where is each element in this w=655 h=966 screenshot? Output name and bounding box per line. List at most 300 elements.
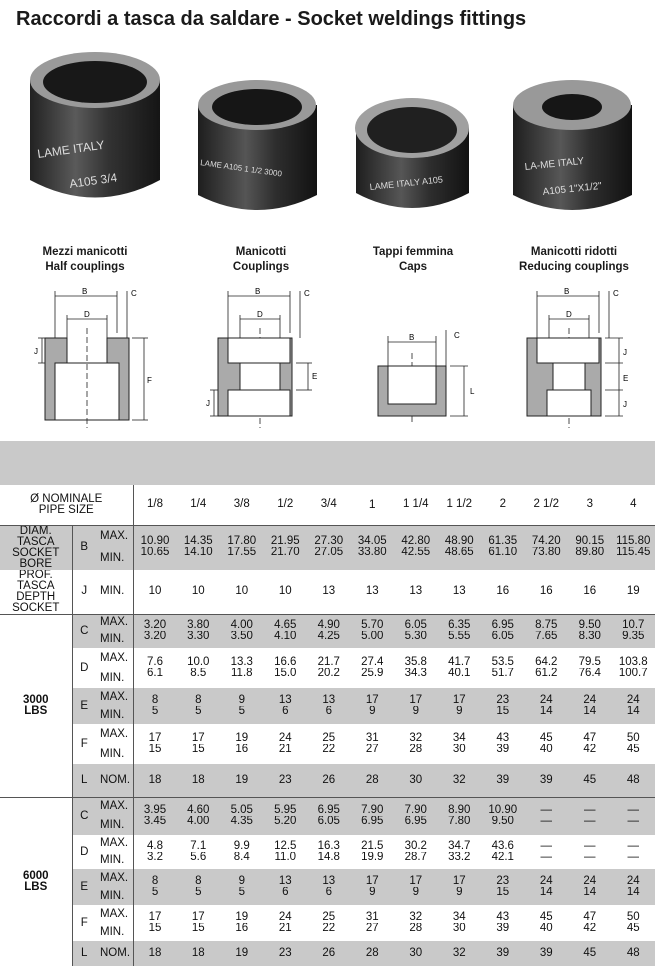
lbs3000-e-min-8: 15 <box>481 706 525 724</box>
lbs3000-f-min-9: 40 <box>539 744 553 755</box>
lbs3000-e-letter: E <box>72 688 98 724</box>
lbs6000-f-min-9: 40 <box>539 923 553 934</box>
lbs3000-d-min-4: 20.2 <box>317 668 340 679</box>
lbs6000-e-min-6: 9 <box>394 887 438 905</box>
lbs6000-c-min-11: — <box>612 816 655 835</box>
lbs3000-e-min-9: 14 <box>525 706 569 724</box>
lbs6000-l-11: 48 <box>612 941 655 966</box>
lbs3000-d-max-0: 7.6 <box>147 656 164 668</box>
j-tag: MIN. <box>98 570 133 615</box>
lbs3000-d-min-6: 34.3 <box>404 668 427 679</box>
lbs3000-c-max-10: 9.50 <box>568 614 612 631</box>
lbs3000-f-max-5: 31 <box>365 732 379 744</box>
lbs3000-f-min-10: 42 <box>583 744 597 755</box>
lbs3000-f-min-8: 39 <box>496 744 510 755</box>
lbs3000-d-min-5: 25.9 <box>361 668 384 679</box>
j-11: 19 <box>626 585 640 597</box>
lbs6000-f-min-1: 15 <box>191 923 205 934</box>
lbs3000-c-max-4: 4.90 <box>307 614 351 631</box>
dim-d: D <box>257 310 263 319</box>
max-label: MAX. <box>98 797 133 816</box>
lbs6000-c-max-6: 7.90 <box>394 797 438 816</box>
lbs6000-f-min-5: 27 <box>365 923 379 934</box>
lbs6000-d-max-5: 21.5 <box>361 840 384 852</box>
lbs3000-d-min-1: 8.5 <box>190 668 207 679</box>
b-min-6: 42.55 <box>394 547 438 569</box>
j-7: 13 <box>452 585 466 597</box>
j-9: 16 <box>539 585 553 597</box>
lbs6000-e-min-5: 9 <box>351 887 395 905</box>
coupling-drawing <box>190 283 330 433</box>
lbs3000-f-max-9: 45 <box>539 732 553 744</box>
dim-l: L <box>470 387 475 396</box>
lbs3000-e-max-9: 24 <box>525 688 569 706</box>
lbs6000-c-max-row <box>0 797 655 816</box>
lbs6000-d-min-0: 3.2 <box>147 852 164 863</box>
lbs3000-d-min-10: 76.4 <box>578 668 601 679</box>
lbs3000-d-max-5: 27.4 <box>361 656 384 668</box>
half-coupling-drawing <box>20 283 160 433</box>
lbs6000-c-min-7: 7.80 <box>438 816 482 835</box>
min-label: MIN. <box>98 668 133 688</box>
lbs6000-c-min-3: 5.20 <box>264 816 308 835</box>
max-label: MAX. <box>98 835 133 852</box>
b-letter: B <box>72 525 98 570</box>
lbs3000-d-max-9: 64.2 <box>535 656 558 668</box>
lbs3000-f-max-6: 32 <box>409 732 423 744</box>
lbs6000-f-max-1: 17 <box>191 911 205 923</box>
lbs6000-e-max-10: 24 <box>568 869 612 887</box>
lbs6000-l-7: 32 <box>438 941 482 966</box>
lbs6000-f-max-7: 34 <box>452 911 466 923</box>
lbs6000-d-min-5: 19.9 <box>361 852 384 863</box>
lbs6000-l-1: 18 <box>177 941 221 966</box>
min-label: MIN. <box>98 887 133 905</box>
lbs6000-e-max-3: 13 <box>264 869 308 887</box>
lbs3000-e-max-8: 23 <box>481 688 525 706</box>
lbs3000-l-9: 39 <box>525 764 569 797</box>
lbs6000-d-max-row <box>0 835 655 852</box>
lbs3000-l-3: 23 <box>264 764 308 797</box>
lbs6000-d-min-6: 28.7 <box>404 852 427 863</box>
dimensions-table <box>0 485 655 966</box>
max-label: MAX. <box>98 688 133 706</box>
lbs6000-e-min-9: 14 <box>525 887 569 905</box>
lbs3000-c-min-10: 8.30 <box>568 631 612 648</box>
lbs3000-f-max-3: 24 <box>278 732 292 744</box>
pipe-size-11: 4 <box>612 485 655 525</box>
lbs3000-e-min-0: 5 <box>133 706 177 724</box>
lbs6000-l-8: 39 <box>481 941 525 966</box>
lbs6000-d-min-11: — <box>627 852 640 863</box>
lbs3000-e-min-2: 5 <box>220 706 264 724</box>
lbs3000-f-min-6: 28 <box>409 744 423 755</box>
lbs3000-c-max-7: 6.35 <box>438 614 482 631</box>
lbs6000-f-max-2: 19 <box>235 911 249 923</box>
lbs6000-f-max-8: 43 <box>496 911 510 923</box>
lbs3000-f-max-8: 43 <box>496 732 510 744</box>
b-max-3: 21.95 <box>264 525 308 547</box>
lbs6000-c-min-2: 4.35 <box>220 816 264 835</box>
lbs6000-e-min-row <box>0 887 655 905</box>
lbs3000-d-min-9: 61.2 <box>535 668 558 679</box>
lbs6000-d-min-row <box>0 852 655 869</box>
b-max-11: 115.80 <box>612 525 655 547</box>
lbs6000-f-max-row <box>0 905 655 923</box>
b-max-8: 61.35 <box>481 525 525 547</box>
lbs3000-d-min-7: 40.1 <box>448 668 471 679</box>
lbs3000-c-max-5: 5.70 <box>351 614 395 631</box>
lbs6000-f-min-3: 21 <box>278 923 292 934</box>
dim-b: B <box>409 333 415 342</box>
b-min-7: 48.65 <box>438 547 482 569</box>
caption-reducing-couplings: Manicotti ridotti Reducing couplings <box>519 246 629 273</box>
lbs6000-e-max-8: 23 <box>481 869 525 887</box>
lbs3000-f-max-1: 17 <box>191 732 205 744</box>
lbs3000-f-max-row <box>0 724 655 744</box>
lbs3000-l-11: 48 <box>612 764 655 797</box>
lbs3000-f-min-2: 16 <box>235 744 249 755</box>
lbs6000-d-min-10: — <box>584 852 596 863</box>
socket-bore-label: DIAM. TASCA SOCKET BORE <box>0 525 72 570</box>
lbs6000-c-min-9: — <box>525 816 569 835</box>
b-min-1: 14.10 <box>177 547 221 569</box>
lbs6000-c-min-5: 6.95 <box>351 816 395 835</box>
lbs3000-f-min-5: 27 <box>365 744 379 755</box>
lbs6000-c-min-row <box>0 816 655 835</box>
pipe-size-header: Ø NOMINALE PIPE SIZE <box>0 485 133 525</box>
lbs3000-e-min-11: 14 <box>612 706 655 724</box>
half-coupling-marking-1: LAME ITALY <box>36 137 106 161</box>
reducing-coupling-marking-2: A105 1"X1/2" <box>542 180 603 198</box>
lbs6000-e-min-1: 5 <box>177 887 221 905</box>
max-label: MAX. <box>98 648 133 668</box>
lbs6000-e-min-4: 6 <box>307 887 351 905</box>
dim-j: J <box>206 399 210 408</box>
lbs3000-d-max-3: 16.6 <box>274 656 297 668</box>
lbs3000-l-8: 39 <box>481 764 525 797</box>
lbs6000-f-max-10: 47 <box>583 911 597 923</box>
lbs3000-l-1: 18 <box>177 764 221 797</box>
lbs6000-d-min-9: — <box>540 852 553 863</box>
lbs3000-c-min-3: 4.10 <box>264 631 308 648</box>
lbs3000-d-max-1: 10.0 <box>187 656 210 668</box>
b-max-4: 27.30 <box>307 525 351 547</box>
lbs3000-d-max-11: 103.8 <box>618 656 648 668</box>
j-6: 13 <box>409 585 423 597</box>
lbs6000-l-4: 26 <box>307 941 351 966</box>
b-min-11: 115.45 <box>612 547 655 569</box>
lbs3000-l-10: 45 <box>568 764 612 797</box>
lbs3000-c-min-0: 3.20 <box>133 631 177 648</box>
caption-couplings: Manicotti Couplings <box>232 246 290 273</box>
lbs6000-c-min-10: — <box>568 816 612 835</box>
lbs6000-l-0: 18 <box>133 941 177 966</box>
pipe-size-9: 2 1/2 <box>525 485 569 525</box>
lbs6000-c-max-4: 6.95 <box>307 797 351 816</box>
caption-caps: Tappi femmina Caps <box>372 246 454 273</box>
lbs3000-d-max-row <box>0 648 655 668</box>
lbs3000-e-max-11: 24 <box>612 688 655 706</box>
lbs3000-f-max-0: 17 <box>148 732 162 744</box>
lbs6000-f-min-11: 45 <box>626 923 640 934</box>
j-letter: J <box>81 585 88 597</box>
cap-marking: LAME ITALY A105 <box>369 174 444 192</box>
j-2: 10 <box>235 585 249 597</box>
lbs3000-f-min-row <box>0 744 655 764</box>
lbs6000-d-min-3: 11.0 <box>274 852 297 863</box>
lbs3000-e-min-1: 5 <box>177 706 221 724</box>
max-label: MAX. <box>98 614 133 631</box>
pipe-size-0: 1/8 <box>133 485 177 525</box>
pipe-size-8: 2 <box>481 485 525 525</box>
lbs3000-f-max-7: 34 <box>452 732 466 744</box>
b-min-5: 33.80 <box>351 547 395 569</box>
dim-e: E <box>312 372 318 381</box>
lbs6000-f-min-0: 15 <box>148 923 162 934</box>
lbs6000-e-max-row <box>0 869 655 887</box>
b-max-row <box>0 525 655 547</box>
lbs6000-d-min-7: 33.2 <box>448 852 471 863</box>
lbs3000-c-min-5: 5.00 <box>351 631 395 648</box>
lbs6000-c-max-7: 8.90 <box>438 797 482 816</box>
lbs3000-c-min-9: 7.65 <box>525 631 569 648</box>
reducing-coupling-marking-1: LA-ME ITALY <box>524 155 585 173</box>
lbs6000-d-max-7: 34.7 <box>448 840 471 852</box>
lbs3000-e-max-7: 17 <box>438 688 482 706</box>
b-min-9: 73.80 <box>525 547 569 569</box>
lbs6000-f-max-11: 50 <box>626 911 640 923</box>
lbs6000-e-max-4: 13 <box>307 869 351 887</box>
lbs3000-l-6: 30 <box>394 764 438 797</box>
lbs6000-c-letter: C <box>72 797 98 835</box>
lbs3000-e-min-5: 9 <box>351 706 395 724</box>
b-min-4: 27.05 <box>307 547 351 569</box>
lbs3000-d-min-row <box>0 668 655 688</box>
lbs6000-e-max-5: 17 <box>351 869 395 887</box>
lbs6000-l-5: 28 <box>351 941 395 966</box>
pipe-size-6: 1 1/4 <box>394 485 438 525</box>
lbs3000-e-max-0: 8 <box>133 688 177 706</box>
lbs6000-e-letter: E <box>72 869 98 905</box>
lbs6000-d-max-8: 43.6 <box>491 840 514 852</box>
lbs6000-c-max-2: 5.05 <box>220 797 264 816</box>
lbs3000-e-max-3: 13 <box>264 688 308 706</box>
lbs3000-f-max-2: 19 <box>235 732 249 744</box>
lbs6000-c-min-0: 3.45 <box>133 816 177 835</box>
half-coupling-marking-2: A105 3/4 <box>68 170 118 191</box>
min-label: MIN. <box>98 923 133 941</box>
dim-j: J <box>34 347 38 356</box>
lbs6000-l-row <box>0 941 655 966</box>
lbs6000-f-letter: F <box>80 916 88 929</box>
lbs3000-f-max-4: 25 <box>322 732 336 744</box>
min-label: MIN. <box>98 816 133 835</box>
lbs6000-e-min-7: 9 <box>438 887 482 905</box>
lbs3000-d-min-11: 100.7 <box>618 668 648 679</box>
lbs6000-l-6: 30 <box>394 941 438 966</box>
reducing-coupling-photo <box>505 70 640 220</box>
lbs3000-l-tag: NOM. <box>98 764 133 797</box>
lbs6000-l-tag: NOM. <box>98 941 133 966</box>
lbs3000-f-letter: F <box>80 737 88 750</box>
lbs3000-d-min-0: 6.1 <box>147 668 164 679</box>
lbs3000-l-2: 19 <box>220 764 264 797</box>
lbs6000-e-max-0: 8 <box>133 869 177 887</box>
lbs6000-e-max-6: 17 <box>394 869 438 887</box>
lbs3000-e-max-2: 9 <box>220 688 264 706</box>
lbs3000-e-max-5: 17 <box>351 688 395 706</box>
pipe-size-3: 1/2 <box>264 485 308 525</box>
j-1: 10 <box>191 585 205 597</box>
lbs6000-c-max-8: 10.90 <box>481 797 525 816</box>
lbs3000-f-min-3: 21 <box>278 744 292 755</box>
lbs3000-d-min-8: 51.7 <box>491 668 514 679</box>
j-row <box>0 570 655 615</box>
coupling-photo <box>190 70 325 220</box>
lbs3000-e-max-4: 13 <box>307 688 351 706</box>
b-max-6: 42.80 <box>394 525 438 547</box>
lbs6000-d-min-1: 5.6 <box>190 852 207 863</box>
lbs6000-c-max-10: — <box>568 797 612 816</box>
lbs6000-c-min-8: 9.50 <box>481 816 525 835</box>
lbs3000-d-max-6: 35.8 <box>404 656 427 668</box>
lbs3000-c-min-4: 4.25 <box>307 631 351 648</box>
b-min-2: 17.55 <box>220 547 264 569</box>
b-max-9: 74.20 <box>525 525 569 547</box>
lbs6000-f-max-9: 45 <box>539 911 553 923</box>
lbs3000-e-min-10: 14 <box>568 706 612 724</box>
dim-d: D <box>566 310 572 319</box>
lbs3000-d-max-4: 21.7 <box>317 656 340 668</box>
lbs3000-c-max-8: 6.95 <box>481 614 525 631</box>
b-max-5: 34.05 <box>351 525 395 547</box>
lbs6000-f-max-4: 25 <box>322 911 336 923</box>
lbs3000-l-4: 26 <box>307 764 351 797</box>
dim-c: C <box>613 289 619 298</box>
lbs3000-d-max-2: 13.3 <box>230 656 253 668</box>
dim-b: B <box>255 287 261 296</box>
min-label: MIN. <box>98 852 133 869</box>
lbs3000-c-min-11: 9.35 <box>612 631 655 648</box>
lbs3000-l-5: 28 <box>351 764 395 797</box>
dim-e: E <box>623 374 629 383</box>
lbs6000-d-max-10: — <box>584 840 596 852</box>
lbs6000-c-max-9: — <box>525 797 569 816</box>
pipe-size-7: 1 1/2 <box>438 485 482 525</box>
b-min-0: 10.65 <box>133 547 177 569</box>
lbs6000-l-letter: L <box>72 941 98 966</box>
caption-half-couplings: Mezzi manicotti Half couplings <box>42 246 128 273</box>
lbs3000-c-max-2: 4.00 <box>220 614 264 631</box>
b-max-0: 10.90 <box>133 525 177 547</box>
lbs6000-d-max-11: — <box>627 840 640 852</box>
cap-photo <box>350 78 475 218</box>
lbs3000-c-max-6: 6.05 <box>394 614 438 631</box>
b-min-3: 21.70 <box>264 547 308 569</box>
lbs3000-c-max-11: 10.7 <box>612 614 655 631</box>
lbs6000-d-max-1: 7.1 <box>190 840 207 852</box>
max-label: MAX. <box>98 869 133 887</box>
b-min-row <box>0 547 655 569</box>
min-label: MIN. <box>98 547 133 569</box>
coupling-marking: LAME A105 1 1/2 3000 <box>199 158 283 179</box>
lbs3000-e-min-3: 6 <box>264 706 308 724</box>
lbs6000-f-min-row <box>0 923 655 941</box>
lbs6000-f-min-4: 22 <box>322 923 336 934</box>
dim-j-top: J <box>623 348 627 357</box>
lbs6000-f-max-5: 31 <box>365 911 379 923</box>
b-max-1: 14.35 <box>177 525 221 547</box>
lbs3000-d-max-8: 53.5 <box>491 656 514 668</box>
lbs3000-f-max-10: 47 <box>583 732 597 744</box>
lbs6000-e-max-9: 24 <box>525 869 569 887</box>
b-max-7: 48.90 <box>438 525 482 547</box>
max-label: MAX. <box>98 525 133 547</box>
lbs6000-f-min-6: 28 <box>409 923 423 934</box>
lbs6000-e-min-2: 5 <box>220 887 264 905</box>
lbs3000-e-max-row <box>0 688 655 706</box>
lbs6000-f-min-2: 16 <box>235 923 249 934</box>
half-coupling-photo <box>20 40 170 210</box>
j-8: 16 <box>496 585 510 597</box>
b-max-2: 17.80 <box>220 525 264 547</box>
lbs6000-f-min-10: 42 <box>583 923 597 934</box>
b-min-10: 89.80 <box>568 547 612 569</box>
lbs6000-c-max-0: 3.95 <box>133 797 177 816</box>
lbs3000-f-min-11: 45 <box>626 744 640 755</box>
lbs3000-d-min-3: 15.0 <box>274 668 297 679</box>
min-label: MIN. <box>98 706 133 724</box>
lbs6000-c-max-5: 7.90 <box>351 797 395 816</box>
dim-c: C <box>454 331 460 340</box>
lbs3000-f-max-11: 50 <box>626 732 640 744</box>
lbs3000-c-max-9: 8.75 <box>525 614 569 631</box>
lbs6000-f-max-6: 32 <box>409 911 423 923</box>
lbs6000-d-min-8: 42.1 <box>491 852 514 863</box>
j-0: 10 <box>148 585 162 597</box>
lbs3000-l-0: 18 <box>133 764 177 797</box>
lbs3000-pressure-label: 3000 LBS <box>0 614 72 797</box>
lbs3000-e-max-1: 8 <box>177 688 221 706</box>
dim-j-bottom: J <box>623 400 627 409</box>
depth-socket-label: PROF. TASCA DEPTH SOCKET <box>0 570 72 615</box>
min-label: MIN. <box>98 744 133 764</box>
b-min-8: 61.10 <box>481 547 525 569</box>
lbs3000-l-letter: L <box>72 764 98 797</box>
lbs3000-c-min-6: 5.30 <box>394 631 438 648</box>
lbs6000-d-max-9: — <box>540 840 553 852</box>
lbs6000-e-max-2: 9 <box>220 869 264 887</box>
lbs3000-c-min-2: 3.50 <box>220 631 264 648</box>
lbs6000-d-max-2: 9.9 <box>233 840 250 852</box>
dim-b: B <box>564 287 570 296</box>
lbs6000-f-min-8: 39 <box>496 923 510 934</box>
pipe-size-10: 3 <box>568 485 612 525</box>
lbs6000-e-min-10: 14 <box>568 887 612 905</box>
lbs6000-d-max-4: 16.3 <box>317 840 340 852</box>
lbs3000-e-min-6: 9 <box>394 706 438 724</box>
lbs3000-c-min-7: 5.55 <box>438 631 482 648</box>
lbs3000-c-min-8: 6.05 <box>481 631 525 648</box>
lbs3000-e-max-6: 17 <box>394 688 438 706</box>
lbs6000-d-letter: D <box>80 845 89 858</box>
lbs6000-d-max-3: 12.5 <box>274 840 297 852</box>
dim-f: F <box>147 376 152 385</box>
lbs3000-d-letter: D <box>80 661 89 674</box>
lbs3000-f-min-7: 30 <box>452 744 466 755</box>
lbs6000-c-min-1: 4.00 <box>177 816 221 835</box>
